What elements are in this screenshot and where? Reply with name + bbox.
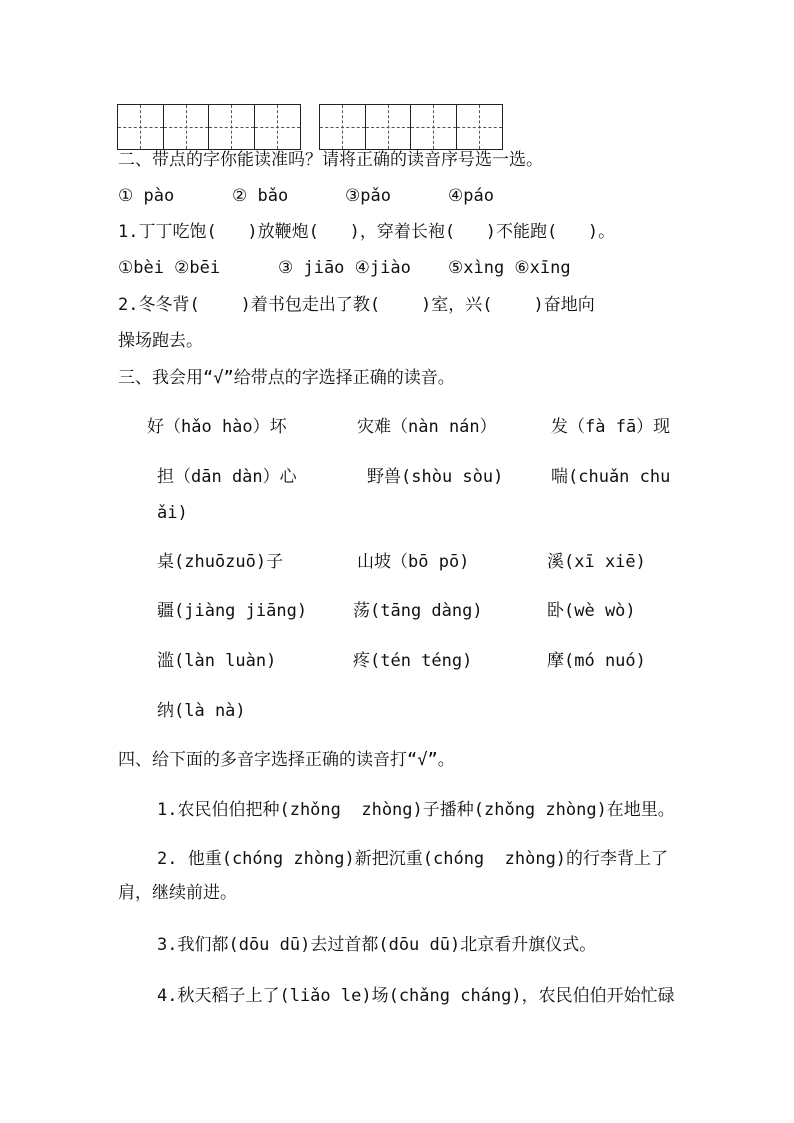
pinyin-item: 灾难（nàn nán）	[357, 417, 497, 437]
pinyin-item: 山坡（bō pō)	[357, 552, 470, 572]
writing-grid-left	[117, 104, 301, 150]
question-2: 2.冬冬背( )着书包走出了教( )室，兴( )奋地向	[118, 295, 595, 315]
section4-heading: 四、给下面的多音字选择正确的读音打“√”。	[118, 750, 455, 770]
section4-question-2-cont: 肩，继续前进。	[118, 883, 237, 903]
pinyin-item: 摩(mó nuó)	[547, 651, 646, 671]
option-bei: ①bèi ②bēi	[118, 258, 221, 278]
writing-grid-right	[319, 104, 503, 150]
pinyin-item: 纳(là nà)	[157, 701, 246, 721]
pinyin-item: 野兽(shòu sòu)	[367, 467, 504, 487]
section2-heading: 二、带点的字你能读准吗？请将正确的读音序号选一选。	[118, 150, 543, 170]
option-xing: ⑤xìng ⑥xīng	[448, 258, 571, 278]
question-1: 1.丁丁吃饱( )放鞭炮( )，穿着长袍( )不能跑( )。	[118, 222, 616, 242]
pinyin-item: 喘(chuǎn chu	[551, 467, 671, 487]
question-2-cont: 操场跑去。	[118, 331, 203, 351]
section4-question-3: 3.我们都(dōu dū)去过首都(dōu dū)北京看升旗仪式。	[157, 935, 597, 955]
option-pao3: ③pǎo	[345, 186, 391, 206]
grid-cell[interactable]	[366, 105, 412, 149]
pinyin-item: 滥(làn luàn)	[157, 651, 277, 671]
pinyin-item: 好（hǎo hào）坏	[147, 417, 287, 437]
section3-heading: 三、我会用“√”给带点的字选择正确的读音。	[118, 368, 455, 388]
pinyin-item: 疆(jiàng jiāng)	[157, 601, 308, 621]
pinyin-item: 疼(tén téng)	[353, 651, 473, 671]
grid-cell[interactable]	[320, 105, 366, 149]
option-bao: ② bǎo	[232, 186, 289, 206]
grid-cell[interactable]	[411, 105, 457, 149]
pinyin-item: ǎi)	[157, 503, 188, 523]
section4-question-2: 2. 他重(chóng zhòng)新把沉重(chóng zhòng)的行李背上了	[157, 849, 669, 869]
pinyin-item: 溪(xī xiē)	[547, 552, 646, 572]
grid-cell[interactable]	[255, 105, 301, 149]
grid-cell[interactable]	[457, 105, 503, 149]
grid-cell[interactable]	[209, 105, 255, 149]
option-pao: ① pào	[118, 186, 175, 206]
option-pao4: ④páo	[448, 186, 494, 206]
pinyin-item: 桌(zhuōzuō)子	[157, 552, 284, 572]
grid-cell[interactable]	[164, 105, 210, 149]
pinyin-item: 发（fà fā）现	[551, 417, 671, 437]
pinyin-item: 担（dān dàn）心	[157, 467, 297, 487]
section4-question-4: 4.秋天稻子上了(liǎo le)场(chǎng cháng)，农民伯伯开始忙碌	[157, 986, 675, 1006]
grid-cell[interactable]	[118, 105, 164, 149]
option-jiao: ③ jiāo ④jiào	[278, 258, 411, 278]
section4-question-1: 1.农民伯伯把种(zhǒng zhòng)子播种(zhǒng zhòng)在地里。	[157, 800, 675, 820]
pinyin-item: 卧(wè wò)	[547, 601, 636, 621]
pinyin-item: 荡(tāng dàng)	[353, 601, 483, 621]
